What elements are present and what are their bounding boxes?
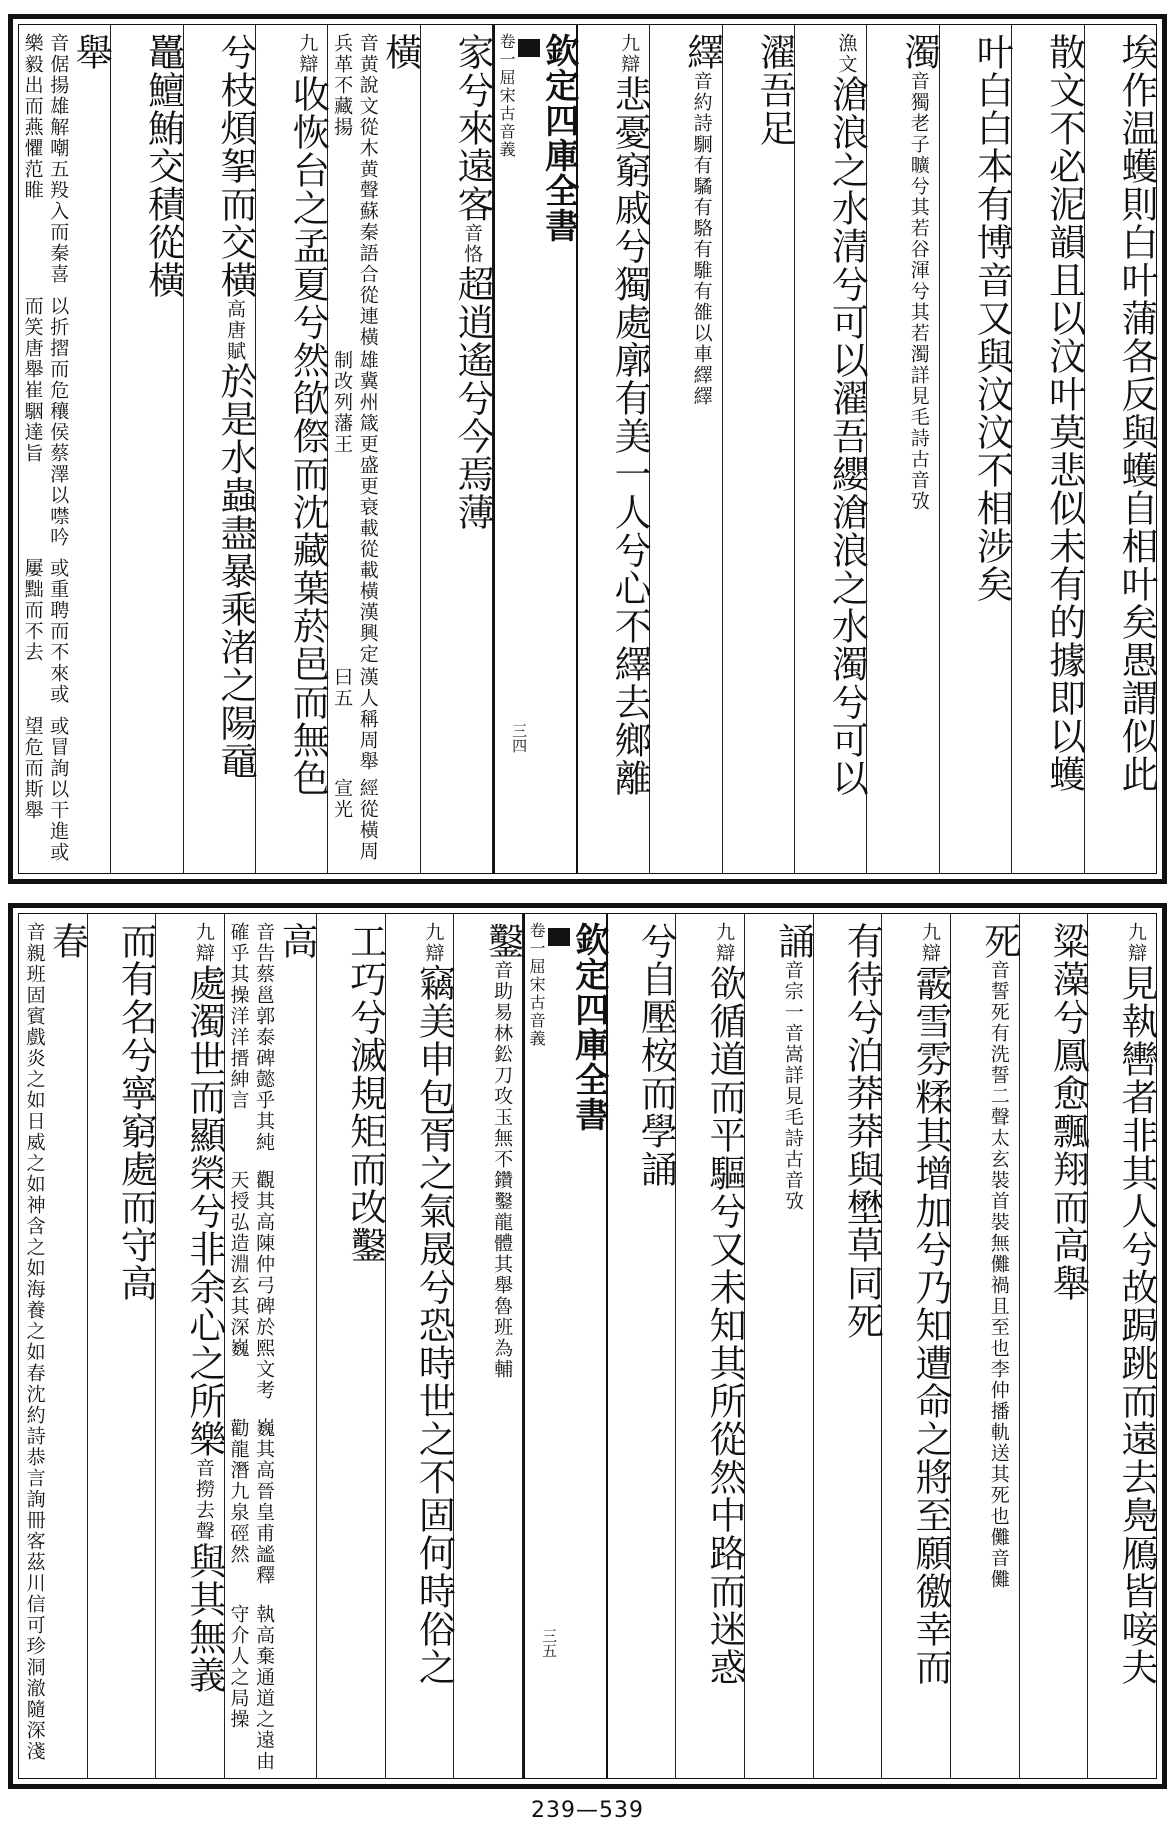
main-text: 散文不必泥韻且以汶叶莫悲似未有的據即以蠖 (1042, 33, 1086, 793)
page-number-footer: 239—539 (531, 1798, 644, 1823)
annotation-line: 巍其高晉皇甫謐釋勸龍潛九泉硜然 (227, 1418, 276, 1587)
text-column (317, 914, 386, 1778)
annotation-line: 經從橫周宣光 (331, 777, 379, 862)
annotation-line: 鑽鑿龍體其舉魯班為輔 (491, 1170, 514, 1380)
inline-note: 音撈去聲 (192, 1458, 215, 1542)
fishtail-mark (548, 928, 570, 946)
text-column (676, 914, 745, 1778)
annotation-line: 音宗一音嵩詳 (781, 960, 804, 1086)
annotation-line: 音約詩駉有驈有駱 (690, 71, 713, 239)
book-subtitle: 屈宋古音義 (497, 69, 517, 159)
source-label: 九辯 (713, 922, 736, 964)
running-title-column (523, 914, 608, 1778)
annotation-line: 有騅有雒以車繹繹 (690, 239, 713, 407)
top-columns (19, 25, 1156, 873)
rhyme-heading: 舉 (69, 33, 113, 71)
text-column (386, 914, 455, 1778)
main-text: 滄浪之水清兮可以濯吾纓滄浪之水濁兮可以 (825, 75, 869, 797)
running-title-column (493, 25, 578, 873)
annotation-line: 音誓死有洗誓二聲太玄裝首裝無儺 (987, 960, 1010, 1275)
annotation-block (328, 33, 379, 873)
annotation-line: 音助易林鈆刀攻玉無不 (491, 960, 514, 1170)
main-text: 而有名兮寧窮處而守高 (114, 922, 158, 1302)
text-column (723, 25, 795, 873)
rhyme-heading: 橫 (378, 33, 422, 71)
main-text: 霰雪雰糅其增加兮乃知遭命之將至願徼幸而 (909, 964, 953, 1686)
text-column (256, 25, 328, 873)
text-column (1012, 25, 1084, 873)
annotation-block (19, 33, 70, 873)
annotation-block (488, 960, 514, 1380)
annotation-line: 或重聘而不來或屢黜而不去 (21, 558, 70, 705)
annotation-block (688, 71, 714, 407)
annotation-line: 觀其高陳仲弓碑於熙文考天授弘造淵玄其深巍 (227, 1170, 276, 1402)
annotation-line: 其若濁詳見毛詩古音攷 (907, 302, 930, 512)
text-column (940, 25, 1012, 873)
main-text: 竊美申包胥之氣晟兮恐時世之不固何時俗之 (412, 964, 456, 1686)
text-column (745, 914, 814, 1778)
main-text: 超逍遙兮今焉薄 (451, 265, 495, 531)
source-label: 九辯 (618, 33, 641, 75)
annotation-line: 如春沈約詩恭言詢冊客茲川信可珍洞澈隨深淺 (23, 1342, 46, 1762)
annotation-line: 或冒詢以干進或望危而斯舉 (21, 715, 70, 863)
top-page (8, 14, 1167, 884)
rhyme-heading: 濁 (897, 33, 941, 71)
annotation-block (779, 960, 805, 1212)
text-column (225, 914, 317, 1778)
annotation-line: 雄冀州箴更盛更衰載從載橫漢興定制改列藩王 (331, 349, 379, 665)
source-label: 九辯 (192, 922, 215, 964)
rhyme-heading: 鑿 (481, 922, 525, 960)
text-column (421, 25, 493, 873)
main-text: 處濁世而顯榮兮非余心之所樂 (182, 964, 226, 1458)
text-column (882, 914, 951, 1778)
book-subtitle: 屈宋古音義 (527, 958, 547, 1048)
text-column (1020, 914, 1089, 1778)
source-label: 九辯 (422, 922, 445, 964)
volume-label: 卷一 (527, 922, 547, 958)
annotation-block (21, 922, 47, 1762)
volume-label: 卷一 (497, 33, 517, 69)
annotation-line: 音倨揚雄解嘲五羖入而秦喜樂毅出而燕懼范睢 (21, 33, 70, 285)
text-column (650, 25, 722, 873)
book-title: 欽定四庫全書 (538, 33, 579, 243)
annotation-line: 以折摺而危穰侯蔡澤以噤吟而笑唐舉崔駰達旨 (21, 295, 70, 548)
text-column (608, 914, 677, 1778)
rhyme-heading: 繹 (680, 33, 724, 71)
main-text: 家兮來遠客 (451, 33, 495, 223)
main-text: 於是水蟲盡暴乘渚之陽黿 (214, 362, 258, 780)
annotation-line: 音告蔡邕郭泰碑懿乎其純確乎其操洋洋搢紳言 (227, 922, 276, 1153)
main-text: 與其無義 (182, 1542, 226, 1694)
text-column (1088, 914, 1156, 1778)
source-label: 九辯 (296, 33, 319, 75)
text-column (184, 25, 256, 873)
inline-note: 高唐賦 (224, 299, 247, 362)
leaf-number: 三五 (540, 1628, 559, 1658)
annotation-line: 見毛詩古音攷 (781, 1086, 804, 1212)
text-column (814, 914, 883, 1778)
main-text: 收恢台之孟夏兮然欿傺而沈藏葉菸邑而無色 (286, 75, 330, 797)
text-column (156, 914, 225, 1778)
main-text: 兮枝煩挐而交橫 (214, 33, 258, 299)
text-column (19, 914, 88, 1778)
main-text: 悲憂窮戚兮獨處廓有美一人兮心不繹去鄉離 (608, 75, 652, 797)
main-text: 兮自壓桉而學誦 (634, 922, 678, 1188)
main-text: 鼉鱣鮪交積從橫 (141, 33, 185, 299)
fishtail-mark (518, 39, 540, 57)
source-label: 漁文 (835, 33, 858, 75)
rhyme-heading: 春 (45, 922, 89, 960)
text-column (19, 25, 111, 873)
text-column (795, 25, 867, 873)
annotation-line: 漢人稱周舉曰五 (331, 666, 379, 772)
rhyme-heading: 誦 (771, 922, 815, 960)
main-text: 欲循道而平驅兮又未知其所從然中路而迷惑 (703, 964, 747, 1686)
bottom-page (8, 903, 1167, 1789)
main-text: 濯吾足 (752, 33, 796, 147)
main-text: 叶白白本有博音又與汶汶不相涉矣 (970, 33, 1014, 603)
annotation-line: 音黄說文從木黄聲蘇秦語合從連橫兵革不藏揚 (331, 33, 379, 348)
text-column (88, 914, 157, 1778)
main-text: 工巧兮滅規矩而改鑿 (343, 922, 387, 1264)
annotation-block (985, 960, 1011, 1590)
text-column (111, 25, 183, 873)
leaf-number: 三四 (510, 723, 529, 753)
inline-note: 音恪 (461, 223, 484, 265)
text-column (951, 914, 1020, 1778)
main-text: 有待兮泊莽莽與壄草同死 (840, 922, 884, 1340)
main-text: 粱藻兮鳳愈飄翔而高舉 (1046, 922, 1090, 1302)
annotation-line: 禍且至也李仲播軌送其死也儺音儺 (987, 1275, 1010, 1590)
annotation-block (225, 922, 276, 1778)
source-label: 九辯 (1125, 922, 1147, 964)
main-text: 見執轡者非其人兮故跼跳而遠去鳧鴈皆唼夫 (1115, 964, 1158, 1686)
book-title: 欽定四庫全書 (568, 922, 609, 1132)
annotation-line: 音親班固賓戲炎之如日威之如神含之如海養之 (23, 922, 46, 1342)
main-text: 埃作温蠖則白叶蒲各反與蠖自相叶矣愚謂似此 (1115, 33, 1158, 793)
text-column (454, 914, 523, 1778)
annotation-block (905, 71, 931, 512)
annotation-line: 音獨老子曠兮其若谷渾兮 (907, 71, 930, 302)
rhyme-heading: 死 (977, 922, 1021, 960)
text-column (578, 25, 650, 873)
text-column (328, 25, 420, 873)
rhyme-heading: 高 (275, 922, 319, 960)
source-label: 九辯 (919, 922, 942, 964)
bottom-columns (19, 914, 1156, 1778)
text-column (867, 25, 939, 873)
text-column (1085, 25, 1156, 873)
annotation-line: 執高棄通道之遠由守介人之局操 (227, 1604, 276, 1773)
